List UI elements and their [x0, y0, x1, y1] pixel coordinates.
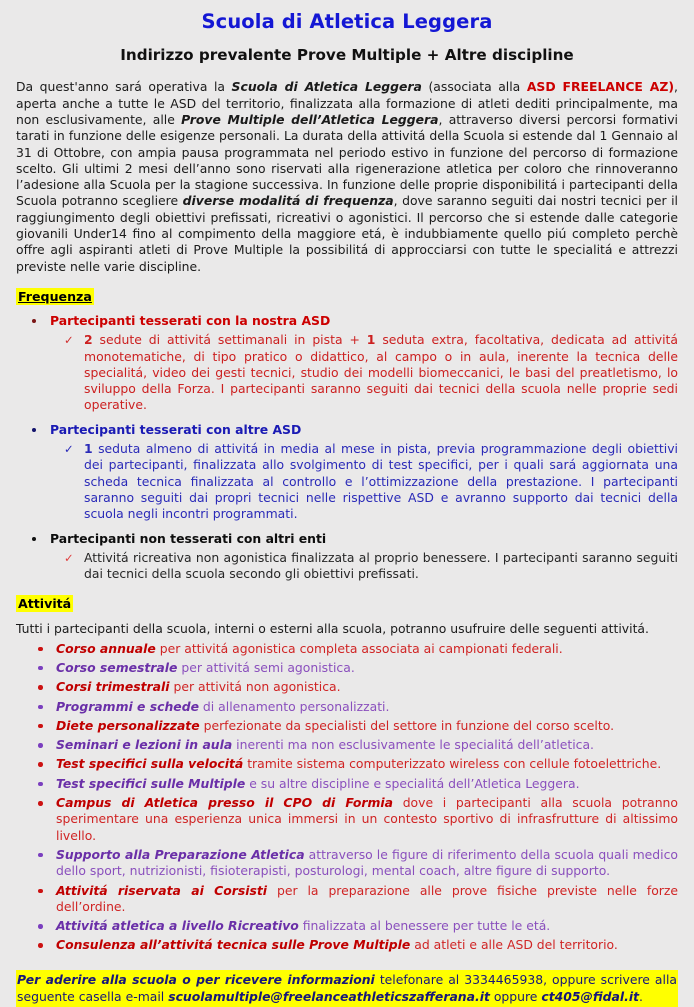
list-item — [16, 756, 678, 772]
contact-footer — [16, 970, 678, 1007]
bullet-dot-icon — [38, 943, 43, 948]
bullet-dot-icon — [38, 853, 43, 858]
list-item-lead: Supporto alla Preparazione Atletica — [56, 846, 305, 862]
footer-lead: Per aderire alla scuola o per ricevere informazioni — [17, 971, 375, 987]
intro-prove-multiple: Prove Multiple dell’Atletica Leggera — [181, 111, 439, 127]
footer-phone-text: telefonare al 3334465938, oppure scrivere alla seguente casella e-mail — [17, 971, 677, 1004]
bullet-dot-icon — [32, 428, 36, 432]
frequenza-group-label — [16, 531, 678, 547]
bullet-dot-icon — [38, 801, 43, 806]
list-item-lead: Seminari e lezioni in aula — [56, 737, 233, 753]
frequenza-group-label-text: Partecipanti tesserati con la nostra ASD — [50, 312, 331, 328]
list-item-rest: per la preparazione alle prove fisiche previste nelle forze dell’ordine. — [56, 882, 678, 914]
list-item — [16, 847, 678, 880]
list-item — [16, 660, 678, 676]
list-item — [16, 699, 678, 715]
list-item-rest: e su altre discipline e specialitá dell’Atletica Leggera. — [245, 775, 580, 791]
bullet-dot-icon — [38, 743, 43, 748]
list-item-rest: dove i partecipanti alla scuola potranno sperimentare una esperienza unica immersi in un contesto sportivo di infrasfrutture di altissimo livello. — [56, 795, 678, 843]
bullet-dot-icon — [32, 537, 36, 541]
list-item-lead: Campus di Atletica presso il CPO di Formia — [56, 795, 393, 811]
frequenza-group-label-text: Partecipanti non tesserati con altri enti — [50, 530, 327, 546]
section-heading-frequenza: Frequenza — [18, 288, 92, 304]
detail-number-2: 1 — [366, 332, 376, 348]
section-heading-attivita: Attivitá — [18, 596, 72, 612]
footer-email-primary[interactable]: scuolamultiple@freelanceathleticszafferana.it — [168, 988, 490, 1004]
intro-text-e: , aperta anche a tutte le ASD del territorio, finalizzata alla formazione di atleti dediti principalmente, ma non esclusivamente, alle — [16, 79, 678, 127]
detail-text-mid: sedute di attivitá settimanali in pista + — [92, 332, 367, 348]
list-item-rest: finalizzata al benessere per tutte le etá. — [298, 918, 551, 934]
list-item — [16, 776, 678, 792]
intro-text-i: , dove saranno seguiti dai nostri tecnici per il raggiungimento degli obiettivi prefissati, ricreativi o agonistici. Il percorso che si estende dalle categorie giovanili Under14 fino al compimento della maggiore etá, è indubbiamente quello piú completo perchè offre agli aspiranti atleti di Prove Multiple la possibilitá di approcciarsi con tutte le specialitá e attrezzi previste nelle varie discipline. — [16, 193, 678, 274]
detail-text-mid: seduta almeno di attivitá in media al mese in pista, previa programmazione degli obiettivi dei partecipanti, finalizzata allo svolgimento di test specifici, per i quali sará aggiornata una scheda tecnica finalizzata al controllo e l’ottimizzazione della prestazione. I partecipanti saranno seguiti dai propri tecnici nelle rispettive ASD e avranno supporto dai tecnici della scuola negli incontri programmati. — [84, 441, 678, 522]
attivita-list — [16, 641, 678, 954]
list-item-rest: tramite sistema computerizzato wireless con cellule fotoelettriche. — [243, 756, 662, 772]
list-item-lead: Corso annuale — [56, 640, 156, 656]
detail-text-mid: Attivitá ricreativa non agonistica finalizzata al proprio benessere. I partecipanti saranno seguiti dai tecnici della scuola secondo gli obiettivi prefissati. — [84, 549, 678, 582]
frequenza-group-detail — [16, 332, 678, 413]
intro-text-g: , attraverso diversi percorsi formativi tarati in funzione delle esigenze personali. La durata della attivitá della Scuola si estende dal 1 Gennaio al 31 di Ottobre, con ampia pausa programmata nel periodo estivo in funzione del percorso di formazione scelto. Gli ultimi 2 mesi dell’anno sono riservati alla rigenerazione atletica per coloro che rinnoveranno l’adesione alla Scuola per la stagione successiva. In funzione delle proprie disponibilitá i partecipanti della Scuola potranno scegliere — [16, 111, 678, 209]
list-item-lead: Corsi trimestrali — [56, 679, 170, 695]
list-item — [16, 641, 678, 657]
frequenza-group-label — [16, 422, 678, 438]
intro-text-a: Da quest'anno sará operativa la — [16, 79, 232, 95]
bullet-dot-icon — [38, 685, 43, 690]
list-item — [16, 737, 678, 753]
check-icon: ✓ — [64, 550, 74, 565]
intro-school-name: Scuola di Atletica Leggera — [231, 79, 422, 95]
list-item — [16, 795, 678, 844]
intro-modalita: diverse modalitá di frequenza — [182, 193, 394, 209]
frequenza-group-detail — [16, 441, 678, 522]
footer-email-secondary[interactable]: ct405@fidal.it — [541, 988, 640, 1004]
bullet-dot-icon — [38, 647, 43, 652]
list-item-rest: ad atleti e alle ASD del territorio. — [410, 937, 618, 953]
list-item-lead: Attivitá riservata ai Corsisti — [56, 882, 268, 898]
list-item-rest: inerenti ma non esclusivamente le specialitá dell’atletica. — [232, 737, 594, 753]
intro-paragraph — [16, 79, 678, 275]
bullet-dot-icon — [38, 782, 43, 787]
attivita-heading-wrap — [16, 593, 678, 612]
list-item — [16, 718, 678, 734]
list-item-rest: perfezionate da specialisti del settore in funzione del corso scelto. — [199, 717, 615, 733]
detail-number-1: 1 — [84, 441, 93, 457]
list-item-rest: di allenamento personalizzati. — [198, 698, 390, 714]
bullet-dot-icon — [32, 319, 36, 323]
frequenza-group-label-text: Partecipanti tesserati con altre ASD — [50, 421, 302, 437]
list-item-lead: Consulenza all’attivitá tecnica sulle Prove Multiple — [56, 937, 411, 953]
footer-period: . — [639, 988, 643, 1004]
frequenza-group-detail — [16, 550, 678, 583]
frequenza-heading-wrap — [16, 286, 678, 305]
list-item-rest: per attivitá agonistica completa associata ai campionati federali. — [155, 640, 563, 656]
page-subtitle: Indirizzo prevalente Prove Multiple + Altre discipline — [120, 46, 574, 65]
detail-number-1: 2 — [84, 332, 93, 348]
check-icon: ✓ — [64, 442, 74, 457]
list-item-rest: attraverso le figure di riferimento della scuola quali medico dello sport, nutrizionisti, fisioterapisti, posturologi, mental coach, altre figure di supporto. — [56, 846, 678, 879]
bullet-dot-icon — [38, 924, 43, 929]
check-icon: ✓ — [64, 333, 74, 348]
list-item-lead: Test specifici sulla velocitá — [56, 756, 244, 772]
list-item — [16, 679, 678, 695]
detail-text-tail: seduta extra, facoltativa, dedicata ad attivitá monotematiche, di tipo pratico o didattico, al campo o in aula, inerente la tecnica delle specialitá, video dei gesti tecnici, studio dei modelli biomeccanici, le basi del preatletismo, lo sviluppo della Forza. I partecipanti saranno seguiti dai tecnici della scuola nelle proprie sedi operative. — [84, 332, 678, 413]
frequenza-group-label — [16, 313, 678, 329]
bullet-dot-icon — [38, 762, 43, 767]
page-title: Scuola di Atletica Leggera — [201, 10, 493, 33]
list-item-lead: Programmi e schede — [56, 698, 199, 714]
bullet-dot-icon — [38, 666, 43, 671]
list-item-rest: per attivitá semi agonistica. — [177, 659, 355, 675]
list-item-lead: Attivitá atletica a livello Ricreativo — [56, 918, 299, 934]
footer-or-text: oppure — [489, 988, 542, 1004]
list-item-lead: Diete personalizzate — [56, 717, 200, 733]
intro-text-c: (associata alla — [421, 79, 527, 95]
attivita-intro: Tutti i partecipanti della scuola, interni o esterni alla scuola, potranno usufruire delle seguenti attivitá. — [16, 621, 649, 637]
list-item-lead: Corso semestrale — [56, 659, 178, 675]
list-item-lead: Test specifici sulle Multiple — [56, 775, 246, 791]
bullet-dot-icon — [38, 889, 43, 894]
list-item — [16, 937, 678, 953]
list-item-rest: per attivitá non agonistica. — [169, 679, 341, 695]
bullet-dot-icon — [38, 705, 43, 710]
bullet-dot-icon — [38, 724, 43, 729]
intro-asd-freelance: ASD FREELANCE AZ) — [526, 79, 675, 95]
list-item — [16, 918, 678, 934]
list-item — [16, 883, 678, 916]
